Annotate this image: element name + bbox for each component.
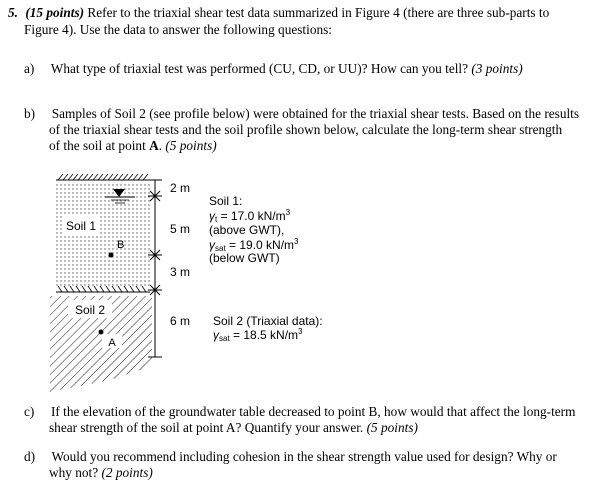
part-d-line2-text: why not?	[49, 465, 99, 480]
part-d-line2	[49, 465, 153, 481]
soil-1-label: Soil 1	[65, 219, 97, 233]
soil-2-title: Soil 2 (Triaxial data):	[213, 314, 323, 328]
soil-2-label: Soil 2	[74, 303, 106, 317]
point-b-marker	[109, 253, 114, 258]
soil-2-unit-weight-sat: γsat = 18.5 $kN/m^3$	[213, 327, 303, 343]
part-d	[24, 449, 557, 465]
question-number: 5.	[8, 5, 18, 20]
soil-1-title: Soil 1:	[209, 194, 243, 208]
part-b-line3-post: .	[158, 138, 163, 153]
question-intro-line2: Figure 4). Use the data to answer the following questions:	[24, 22, 332, 37]
ground-surface-hatching	[56, 174, 150, 180]
part-b-line2: of the triaxial shear tests and the soil profile shown below, calculate the long-term shear strength	[49, 122, 563, 137]
soil-boundary-hatching	[56, 286, 150, 292]
part-c-line1: If the elevation of the groundwater table decreased to point B, how would that affect the long-term	[51, 404, 576, 419]
part-c-points: (5 points)	[366, 420, 418, 435]
dim-6m-label: 6 m	[170, 314, 191, 328]
soil-1-unit-weight-total: γt = 17.0 $kN/m^3$	[209, 208, 291, 224]
dim-5m-label: 5 m	[170, 222, 191, 236]
point-b-label: B	[117, 239, 125, 251]
soil-1-above-gwt: (above GWT),	[209, 223, 285, 237]
part-a-points: (3 points)	[471, 61, 523, 76]
part-b-points: (5 points)	[165, 138, 217, 153]
dim-2m-label: 2 m	[170, 181, 191, 195]
part-a-text: What type of triaxial test was performed (CU, CD, or UU)? How can you tell?	[50, 61, 469, 76]
question-points: (15 points)	[25, 5, 85, 20]
part-d-label: d)	[24, 449, 36, 464]
point-a-marker	[99, 330, 104, 335]
soil-1-below-gwt: (below GWT)	[209, 251, 280, 265]
part-b-label: b)	[24, 106, 36, 121]
part-d-line1: Would you recommend including cohesion in the shear strength value used for design? Why or	[51, 449, 557, 464]
part-c-line2	[49, 420, 418, 436]
question-intro-line1: Refer to the triaxial shear test data summarized in Figure 4 (there are three sub-parts to	[87, 5, 550, 20]
part-b-line3-pre: of the soil at point	[49, 138, 150, 153]
dim-3m-label: 3 m	[170, 265, 191, 279]
part-b-line1: Samples of Soil 2 (see profile below) were obtained for the triaxial shear tests. Based on the results	[51, 106, 580, 121]
part-d-points: (2 points)	[101, 465, 153, 480]
part-c-label: c)	[24, 404, 35, 419]
part-c	[24, 404, 575, 420]
part-a-label: a)	[24, 61, 35, 76]
part-b-point-a: A	[149, 138, 159, 153]
soil-1-unit-weight-sat: γsat = 19.0 $kN/m^3$	[209, 237, 299, 253]
point-a-label: A	[108, 337, 116, 349]
part-c-line2-text: shear strength of the soil at point A? Quantify your answer.	[49, 420, 364, 435]
